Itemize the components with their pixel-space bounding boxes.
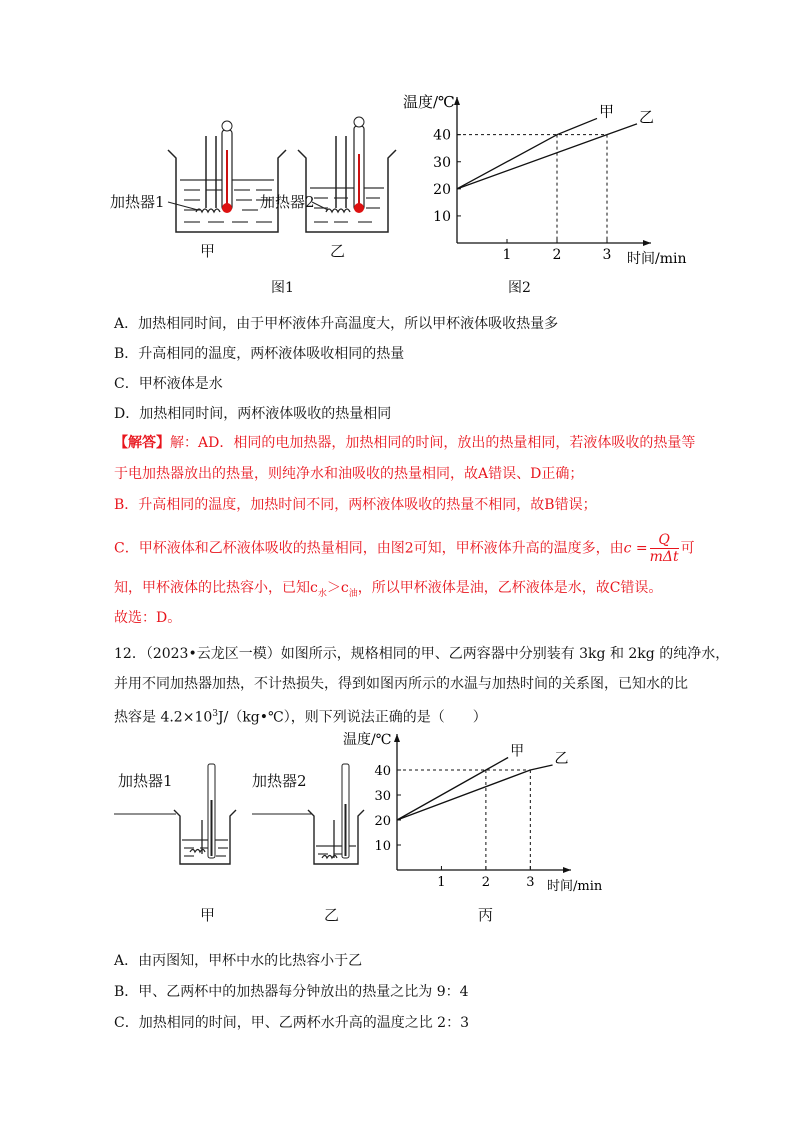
y-tick-label: 20 [433, 181, 451, 198]
sub-water: 水 [317, 588, 327, 599]
series-line-0 [457, 118, 597, 188]
q12-option-b: B．甲、乙两杯中的加热器每分钟放出的热量之比为 9：4 [114, 984, 469, 1000]
q11-answer-line1 [114, 433, 695, 453]
caption-figure2: 图2 [508, 280, 531, 296]
y-tick-label: 30 [374, 789, 391, 804]
beaker-1 [168, 121, 286, 232]
answer-text-5a: 知，甲杯液体的比热容小，已知c [114, 580, 318, 596]
series-label-1: 乙 [639, 107, 655, 126]
fig1-heater2-label: 加热器2 [260, 193, 315, 211]
q11-option-c: C．甲杯液体是水 [114, 376, 223, 392]
series-label-1: 乙 [554, 751, 569, 767]
answer-text-4-post: 可 [680, 540, 695, 557]
stem3-b: J/（kg•℃），则下列说法正确的是（ ） [218, 709, 487, 726]
answer-text-1: 解：AD．相同的电加热器，加热相同的时间，放出的热量相同，若液体吸收的热量等 [170, 435, 696, 451]
q12-stem-line1: 12．（2023•云龙区一模）如图所示，规格相同的甲、乙两容器中分别装有 3kg 和 2kg 的纯净水， [114, 646, 730, 662]
beaker-2 [298, 117, 396, 232]
q12-option-c: C．加热相同的时间，甲、乙两杯水升高的温度之比 2：3 [114, 1015, 469, 1031]
x-tick-label: 1 [437, 875, 446, 890]
fig3-cup1-label: 甲 [200, 906, 216, 924]
fig3-cup3-label: 丙 [478, 906, 494, 924]
series-line-1 [397, 765, 553, 820]
fig3-cup2-label: 乙 [324, 906, 340, 924]
x-axis-arrow [563, 867, 571, 873]
q11-option-b: B．升高相同的温度，两杯液体吸收相同的热量 [114, 346, 405, 362]
q11-answer-line6: 故选：D。 [114, 610, 182, 626]
x-tick-label: 3 [526, 875, 535, 890]
sub-oil: 油 [348, 588, 358, 599]
y-axis-label: 温度/℃ [403, 93, 455, 111]
stem3-sup: 3 [212, 709, 218, 719]
y-axis-arrow [394, 734, 400, 742]
fig1-cup2-label: 乙 [330, 242, 346, 260]
q12-stem-line2: 并用不同加热器加热，不计热损失，得到如图丙所示的水温与加热时间的关系图，已知水的比 [114, 676, 688, 692]
figure1-beakers [108, 110, 408, 260]
answer-text-5b: ＞c [326, 580, 349, 596]
answer-tag: 【解答】 [114, 435, 170, 451]
q11-answer-line4 [114, 532, 695, 565]
fig1-cup1-label: 甲 [200, 242, 216, 260]
x-tick-label: 2 [481, 875, 491, 890]
y-tick-label: 40 [433, 127, 451, 144]
y-tick-label: 30 [433, 154, 451, 171]
y-tick-label: 10 [433, 208, 451, 225]
x-axis-arrow [643, 240, 651, 246]
y-axis-arrow [454, 97, 460, 105]
answer-text-4: C．甲杯液体和乙杯液体吸收的热量相同，由图2可知，甲杯液体升高的温度多，由 [114, 540, 624, 557]
formula-numerator: Q [650, 532, 679, 549]
x-tick-label: 1 [502, 247, 512, 263]
fig1-heater1-label: 加热器1 [110, 193, 165, 211]
stem3-a: 热容是 4.2×10 [114, 709, 213, 726]
y-tick-label: 40 [374, 764, 391, 779]
q11-option-a: A．加热相同时间，由于甲杯液体升高温度大，所以甲杯液体吸收热量多 [114, 316, 559, 332]
q11-answer-line5 [114, 578, 662, 604]
x-tick-label: 2 [552, 247, 562, 263]
q11-option-d: D．加热相同时间，两杯液体吸收的热量相同 [114, 406, 392, 422]
q12-option-a: A．由丙图知，甲杯中水的比热容小于乙 [114, 953, 363, 969]
x-axis-label: 时间/min [547, 879, 603, 894]
formula-lhs: c = [623, 540, 648, 557]
series-line-0 [397, 758, 508, 821]
q11-answer-line3: B．升高相同的温度，加热时间不同，两杯液体吸收的热量不相同，故B错误； [114, 497, 597, 513]
q11-answer-line2: 于电加热器放出的热量，则纯净水和油吸收的热量相同，故A错误、D正确； [114, 466, 584, 482]
fig3-heater2-label: 加热器2 [252, 772, 307, 790]
x-axis-label: 时间/min [627, 251, 687, 267]
series-label-0: 甲 [510, 743, 525, 760]
figure-bing-temperature-chart [343, 725, 603, 905]
figure2-temperature-chart [395, 88, 687, 268]
formula-fraction [650, 532, 679, 565]
y-tick-label: 20 [374, 814, 391, 829]
y-axis-label: 温度/℃ [343, 732, 392, 748]
series-line-1 [457, 124, 637, 189]
fig3-heater1-label: 加热器1 [118, 772, 173, 790]
series-label-0: 甲 [599, 102, 615, 121]
answer-text-5c: ，所以甲杯液体是油，乙杯液体是水，故C错误。 [357, 580, 663, 596]
y-tick-label: 10 [374, 839, 391, 854]
x-tick-label: 3 [602, 247, 612, 263]
caption-figure1: 图1 [271, 280, 294, 296]
formula-denominator: mΔt [649, 549, 679, 565]
